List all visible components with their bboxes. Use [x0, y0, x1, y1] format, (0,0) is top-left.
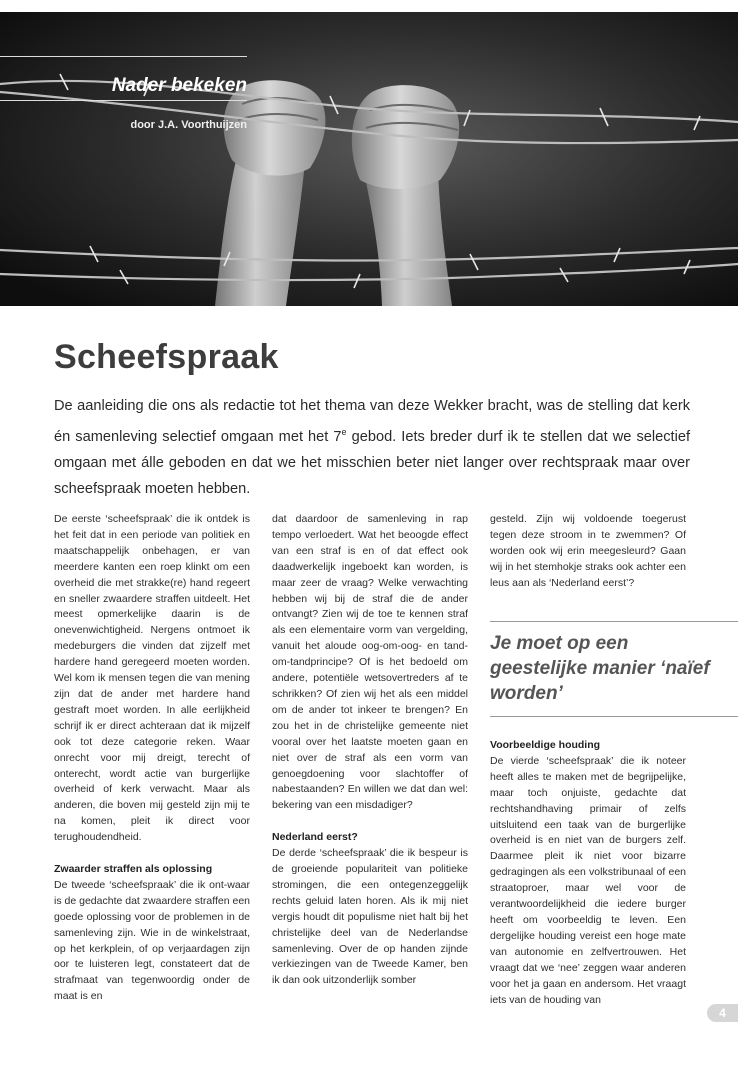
pull-quote-rule-top: [490, 621, 738, 622]
body-paragraph: gesteld. Zijn wij voldoende toegerust tegen deze stroom in te zwemmen? Of worden ook wij erin meegesleurd? Gaan wij in het stemhokje straks ook achter een leus aan als ‘Nederland eerst’?: [490, 513, 686, 589]
pull-quote-rule-bottom: [490, 716, 738, 717]
subheading-zwaarder-straffen: Zwaarder straffen als oplossing: [54, 863, 213, 876]
body-paragraph: De vierde ‘scheefspraak’ die ik noteer heeft alles te maken met de begrijpelijke, maar toch onjuiste, gedachte dat rechtshandhaving primair of zelfs uitsluitend een taak van de burgerlijke overheid is en niet van de burgers zelf. Daarmee pleit ik niet voor bizarre gedragingen als een volkstribunaal of een straatoproer, maar wel voor de verantwoordelijkheid die iedere burger heeft om voorbeeldig te leven. Een dergelijke houding vereist een hoge mate van autonomie en zelfvertrouwen. Het vraagt dat we ‘nee’ zeggen waar anderen voor het ja gaan en andersom. Het vraagt iets van de houding van: [490, 754, 686, 1006]
lead-superscript: e: [341, 427, 347, 437]
body-column-1: [54, 512, 250, 1005]
subheading-nederland-eerst: Nederland eerst?: [272, 831, 358, 844]
body-column-2: [272, 512, 468, 989]
body-column-3: [490, 512, 686, 592]
body-paragraph: De derde ‘scheefspraak’ die ik bespeur is de groeiende populariteit van politieke stromingen, die een ontegenzeggelijk rechts geluid laten horen. Als ik mij niet vergis houdt dit populisme niet halt bij het christelijke deel van de Nederlandse samenleving. Over de op handen zijnde verkiezingen van de Tweede Kamer, ben ik dan ook uitzonderlijk somber: [272, 847, 468, 987]
body-paragraph: dat daardoor de samenleving in rap tempo verloedert. Wat het beoogde effect van een straf is en of dat effect ook daadwerkelijk ingeboekt kan worden, is maar zeer de vraag? Welke verwachting hebben wij bij de straf die de ander ontvangt? Zien wij de toe te kennen straf als een elementaire vorm van vergelding, vanuit het aloude oog-om-oog- en tand-om-tandprincipe? Of is het bedoeld om andere, potentiële wetsovertreders af te schrikken? Of zien wij het als een middel om de ander tot inkeer te brengen? En zou het in de christelijke gemeente niet vooral over het laatste moeten gaan en niet over de straf als een vorm van genoegdoening voor slachtoffer of nabestaanden? En willen we dat dan wel: bekering van een misdadiger?: [272, 513, 468, 812]
section-kicker: Nader bekeken: [111, 75, 247, 96]
kicker-rule-bottom: [0, 100, 247, 101]
body-paragraph: De eerste ‘scheefspraak’ die ik ontdek is het feit dat in een periode van politiek en maatschappelijk onbehagen, er van meerdere kanten een roep klinkt om een overheid die met strakke(re) hand regeert en sneller zwaardere straffen uitdeelt. Het meest opmerkelijke daarin is de onevenwichtigheid. Nergens ontmoet ik medeburgers die vinden dat zijzelf met hardere hand geregeerd moeten worden. Wel kom ik mensen tegen die van mening zijn dat de ander met hardere hand gestraft moet worden. In alle eerlijkheid schrijf ik er direct achteraan dat ik mijzelf ook tot deze categorie reken. Waar onrecht voor mij dreigt, terecht of onterecht, wordt actie van burgerlijke overheid of kerk verwacht. Maar als anderen, die boven mij gesteld zijn mij te na komen, pleit ik direct voor terughoudendheid.: [54, 513, 250, 844]
lead-text-2: gebod. Iets breder durf ik te stellen dat we selectief omgaan met álle geboden en dat we het misschien beter niet langer over rechtspraak maar over scheefspraak moeten hebben.: [54, 428, 690, 497]
article-title: Scheefspraak: [54, 338, 279, 376]
lead-text-1: De aanleiding die ons als redactie tot het thema van deze Wekker bracht, was de stelling dat kerk én samenleving selectief omgaan met het 7: [54, 398, 690, 445]
kicker-rule-top: [0, 56, 247, 57]
pull-quote: Je moet op een geestelijke manier ‘naïef worden’: [490, 633, 710, 704]
article-lead: [54, 393, 690, 502]
author-byline: door J.A. Voorthuijzen: [130, 119, 247, 131]
body-column-3-continued: [490, 738, 686, 1008]
body-paragraph: De tweede ‘scheefspraak’ die ik ont-waar is de gedachte dat zwaardere straffen een goede oplossing voor de problemen in de samenleving zijn. Wie in de winkelstraat, op het kerkplein, of op verjaardagen zijn oor te luisteren legt, constateert dat de strafmaat van tegenwoordig onder de maat is en: [54, 878, 250, 1003]
page-number-tab: 4: [707, 1004, 738, 1022]
hero-photo: [0, 12, 738, 306]
subheading-voorbeeldige-houding: Voorbeeldige houding: [490, 739, 601, 751]
